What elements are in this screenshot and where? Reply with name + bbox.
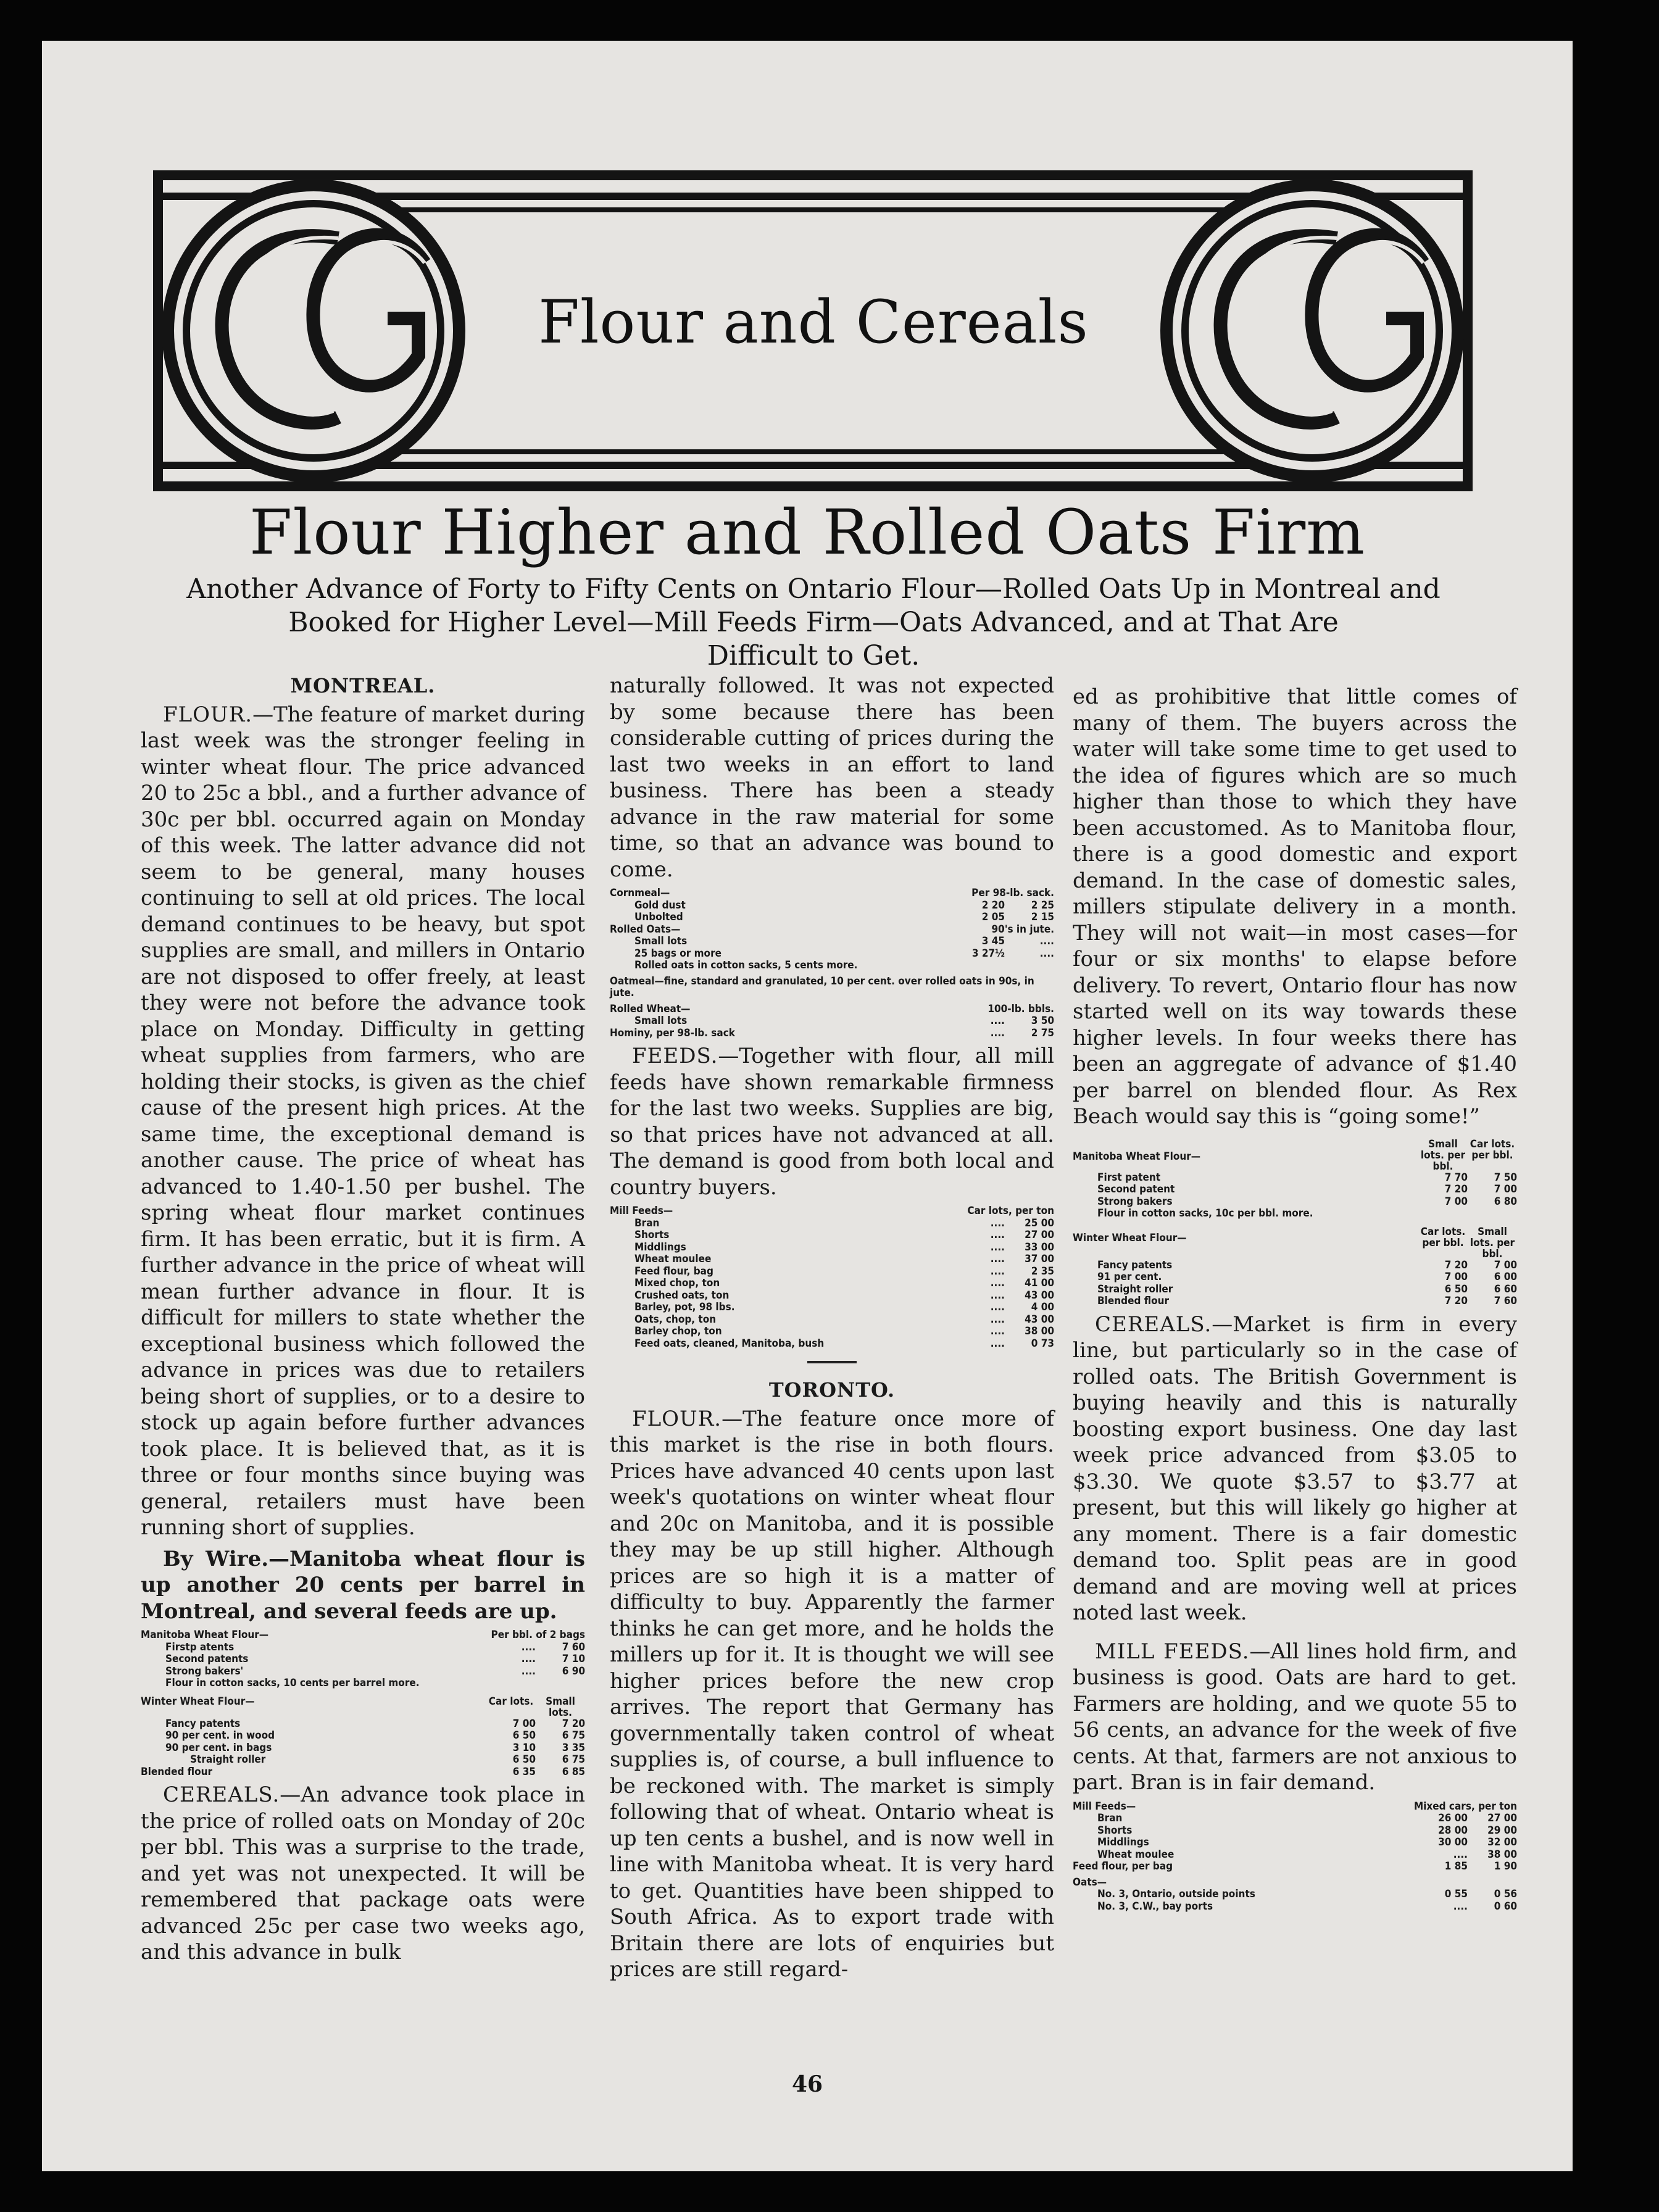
- table-header: Mixed cars, per ton: [1413, 1800, 1517, 1813]
- table-row: Strong bakers' .... 6 90: [165, 1665, 585, 1678]
- paragraph-lead: CEREALS.: [163, 1782, 280, 1807]
- table-row: Barley chop, ton .... 38 00: [634, 1325, 1054, 1337]
- table-row: Bran .... 25 00: [634, 1216, 1054, 1229]
- paragraph-text: —An advance took place in the price of rolled oats on Monday of 20c per bbl. This was a surprise to the trade, and yet was not unexpected. It will be remembered that package oats were advanced 25c per case two weeks ago, and this advance in bulk: [141, 1782, 585, 1965]
- table-row: Middlings .... 33 00: [634, 1241, 1054, 1254]
- table-row: Crushed oats, ton .... 43 00: [634, 1289, 1054, 1302]
- table-row: Second patent 7 20 7 00: [1097, 1183, 1517, 1195]
- price-table-cereals: [610, 888, 1054, 1039]
- page-number: 46: [791, 2071, 823, 2097]
- table-header: Small lots. per bbl.: [1470, 1225, 1515, 1260]
- paragraph-text: —Market is firm in every line, but particularly so in the case of rolled oats. The British Government is buying heavily and this is naturally boosting export business. One day last week price advanced from $3.05 to $3.30. We quote $3.57 to $3.77 at present, but this will likely go higher at any moment. There is a fair domestic demand too. Split peas are in good demand and are moving well at prices noted last week.: [1073, 1312, 1517, 1625]
- column-1: [141, 673, 585, 1966]
- table-row: First patent 7 70 7 50: [1097, 1171, 1517, 1184]
- table-row: Blended flour 7 20 7 60: [1097, 1295, 1517, 1307]
- table-row: Hominy, per 98-lb. sack .... 2 75: [610, 1026, 1054, 1039]
- table-row: Straight roller 6 50 6 75: [190, 1753, 585, 1766]
- table-note: Flour in cotton sacks, 10 cents per barrel more.: [165, 1678, 420, 1689]
- paragraph-text: —The feature once more of this market is the rise in both flours. Prices have advanced 40 cents upon last week's quotations on winter wheat flour and 20c on Manitoba, and it is possible they may be up still higher. Although prices are so high it is a matter of difficulty to buy. Apparently the farmer thinks he can get more, and he holds the millers up for it. It is thought we will see higher prices before the new crop arrives. The report that Germany has governmentally taken control of wheat supplies is, of course, a bull influence to be reckoned with. The market is simply following that of wheat. Ontario wheat is up ten cents a bushel, and is now well in line with Manitoba wheat. It is very hard to get. Quantities have been shipped to South Africa. As to export trade with Britain there are lots of enquiries but prices are still regard-: [610, 1406, 1054, 1982]
- left-monogram-roundel: [162, 179, 465, 483]
- table-row: Strong bakers 7 00 6 80: [1097, 1195, 1517, 1208]
- paragraph-mill-feeds: [1073, 1639, 1517, 1796]
- price-table-manitoba: [141, 1629, 585, 1778]
- section-banner: [153, 170, 1473, 491]
- paragraph-lead: CEREALS.: [1095, 1312, 1212, 1337]
- paragraph-toronto-flour: [610, 1406, 1054, 1983]
- paragraph-continued: naturally followed. It was not expected by some because there has been considerable cutting of prices during the last two weeks in an effort to land business. There has been a steady advance in the raw material for some time, so that an advance was bound to come.: [610, 673, 1054, 882]
- paragraph-continued: ed as prohibitive that little comes of many of them. The buyers across the water will take some time to get used to the idea of figures which are so much higher than those to which they have been accustomed. As to Manitoba flour, there is a good domestic and export demand. In the case of domestic sales, millers stipulate delivery in a month. They will not wait—in most cases—for four or six months' to elapse before delivery. To revert, Ontario flour has now started well on its way towards these higher levels. In four weeks there has been an aggregate of advance of $1.40 per barrel on blended flour. As Rex Beach would say this is “going some!”: [1073, 684, 1517, 1129]
- table-row: Middlings 30 00 32 00: [1097, 1836, 1517, 1848]
- paragraph-flour: [141, 702, 585, 1541]
- paragraph-lead: MILL FEEDS.: [1095, 1639, 1250, 1664]
- section-heading-montreal: MONTREAL.: [290, 674, 436, 697]
- section-heading-toronto: TORONTO.: [768, 1378, 896, 1402]
- table-row: Shorts .... 27 00: [634, 1229, 1054, 1241]
- deck-line: Another Advance of Forty to Fifty Cents on Ontario Flour—Rolled Oats Up in Montreal and: [186, 573, 1441, 605]
- paragraph-text: —The feature of market during last week was the stronger feeling in winter wheat flour. The price advanced 20 to 25c a bbl., and a further advance of 30c per bbl. occurred again on Monday of this week. The latter advance did not seem to be general, many houses continuing to sell at old prices. The local demand continues to be heavy, but spot supplies are small, and millers in Ontario are not disposed to offer freely, at least they were not before the advance took place on Monday. Difficulty in getting wheat supplies from farmers, who are holding their stocks, is given as the chief cause of the present high prices. At the same time, the exceptional demand is another cause. The price of wheat has advanced to 1.40-1.50 per bushel. The spring wheat flour market continues firm. It has been erratic, but it is firm. A further advance in the price of wheat will mean further advance in flour. It is difficult for millers to state whether the exceptional business which followed the advance in prices was due to retailers being short of supplies, or to a desire to stock up again before further advances took place. It is believed that, as it is three or four months since buying was general, retailers must have been running short of supplies.: [141, 702, 585, 1540]
- table-label: Winter Wheat Flour—: [1073, 1231, 1187, 1244]
- paragraph-by-wire: [141, 1546, 585, 1625]
- table-header: Car lots. per bbl.: [1470, 1137, 1515, 1162]
- table-row: Shorts 28 00 29 00: [1097, 1824, 1517, 1837]
- table-row: Second patents .... 7 10: [165, 1653, 585, 1665]
- paragraph-lead: FEEDS.: [632, 1044, 718, 1068]
- section-divider: [807, 1361, 857, 1363]
- table-header: Car lots.: [488, 1695, 534, 1708]
- table-label: Winter Wheat Flour—: [141, 1695, 255, 1708]
- table-label: Manitoba Wheat Flour—: [1073, 1150, 1201, 1163]
- table-row: Rolled Wheat— 100-lb. bbls.: [610, 1002, 1054, 1015]
- table-row: Fancy patents 7 00 7 20: [165, 1717, 585, 1730]
- table-label: Oats—: [1073, 1876, 1107, 1889]
- table-header: Car lots. per bbl.: [1420, 1225, 1466, 1249]
- table-header: Per bbl. of 2 bags: [491, 1629, 585, 1641]
- table-row: Wheat moulee .... 37 00: [634, 1253, 1054, 1265]
- column-2: [610, 673, 1054, 1983]
- paragraph-lead: FLOUR.: [163, 702, 253, 727]
- table-row: 90 per cent. in wood 6 50 6 75: [165, 1729, 585, 1742]
- table-row: Rolled oats in cotton sacks, 5 cents more.: [634, 960, 858, 971]
- table-header: Small lots. per bbl.: [1420, 1137, 1466, 1173]
- paragraph-cereals: [1073, 1312, 1517, 1626]
- table-row: 25 bags or more 3 27½ ....: [634, 947, 1054, 960]
- column-3: [1073, 684, 1517, 1916]
- deck-line: Difficult to Get.: [707, 640, 920, 672]
- paragraph-lead: By Wire.: [163, 1546, 269, 1571]
- paragraph-cereals: [141, 1782, 585, 1966]
- table-row: Feed oats, cleaned, Manitoba, bush .... 0 73: [634, 1337, 1054, 1350]
- paragraph-text: —Together with flour, all mill feeds have shown remarkable firmness for the last two weeks. Supplies are big, so that prices have not advanced at all. The demand is good from both local and country buyers.: [610, 1044, 1054, 1200]
- price-table-mill-feeds-toronto: [1073, 1801, 1517, 1913]
- paragraph-text: —All lines hold firm, and business is good. Oats are hard to get. Farmers are holding, and we quote 55 to 56 cents, an advance for the week of five cents. At that, farmers are not anxious to part. Bran is in fair demand.: [1073, 1639, 1517, 1795]
- magazine-page: [42, 41, 1573, 2171]
- table-row: Small lots 3 45 ....: [634, 935, 1054, 947]
- table-header: Small lots.: [546, 1695, 575, 1719]
- paragraph-text: —Manitoba wheat flour is up another 20 cents per barrel in Montreal, and several feeds are up.: [141, 1546, 585, 1624]
- table-note: Flour in cotton sacks, 10c per bbl. more.: [1097, 1208, 1313, 1220]
- price-table-mill-feeds: [610, 1205, 1054, 1350]
- table-note: Oatmeal—fine, standard and granulated, 10 per cent. over rolled oats in 90s, in jute.: [610, 975, 1034, 999]
- right-monogram-roundel: [1160, 179, 1464, 483]
- article-deck: [135, 573, 1492, 673]
- table-row: 91 per cent. 7 00 6 00: [1097, 1271, 1517, 1283]
- table-row: Wheat moulee .... 38 00: [1097, 1848, 1517, 1861]
- table-row: Cornmeal— Per 98-lb. sack.: [610, 887, 1054, 899]
- article-headline: Flour Higher and Rolled Oats Firm: [249, 496, 1366, 568]
- table-row: 90 per cent. in bags 3 10 3 35: [165, 1741, 585, 1754]
- table-row: No. 3, Ontario, outside points 0 55 0 56: [1097, 1888, 1517, 1900]
- table-row: Oats, chop, ton .... 43 00: [634, 1313, 1054, 1326]
- table-row: Bran 26 00 27 00: [1097, 1812, 1517, 1824]
- table-row: Straight roller 6 50 6 60: [1097, 1283, 1517, 1295]
- table-row: Small lots .... 3 50: [634, 1015, 1054, 1027]
- table-row: Feed flour, per bag 1 85 1 90: [1073, 1860, 1517, 1873]
- deck-line: Booked for Higher Level—Mill Feeds Firm—Oats Advanced, and at That Are: [288, 607, 1339, 638]
- paragraph-lead: FLOUR.: [632, 1406, 722, 1431]
- table-row: No. 3, C.W., bay ports .... 0 60: [1097, 1900, 1517, 1913]
- table-label: Mill Feeds—: [1073, 1800, 1136, 1813]
- table-row: Unbolted 2 05 2 15: [634, 911, 1054, 923]
- paragraph-feeds: [610, 1043, 1054, 1200]
- table-row: Barley, pot, 98 lbs. .... 4 00: [634, 1301, 1054, 1313]
- price-table-manitoba-toronto: [1073, 1139, 1517, 1308]
- table-row: Fancy patents 7 20 7 00: [1097, 1258, 1517, 1271]
- table-row: Gold dust 2 20 2 25: [634, 899, 1054, 912]
- table-label: Manitoba Wheat Flour—: [141, 1629, 269, 1641]
- table-header: Car lots, per ton: [967, 1205, 1054, 1217]
- table-row: Blended flour 6 35 6 85: [141, 1765, 585, 1778]
- banner-title: Flour and Cereals: [538, 288, 1089, 357]
- table-label: Mill Feeds—: [610, 1205, 673, 1217]
- table-row: Feed flour, bag .... 2 35: [634, 1265, 1054, 1278]
- table-row: Firstp atents .... 7 60: [165, 1640, 585, 1653]
- table-row: Rolled Oats— 90's in jute.: [610, 923, 1054, 936]
- table-row: Mixed chop, ton .... 41 00: [634, 1277, 1054, 1289]
